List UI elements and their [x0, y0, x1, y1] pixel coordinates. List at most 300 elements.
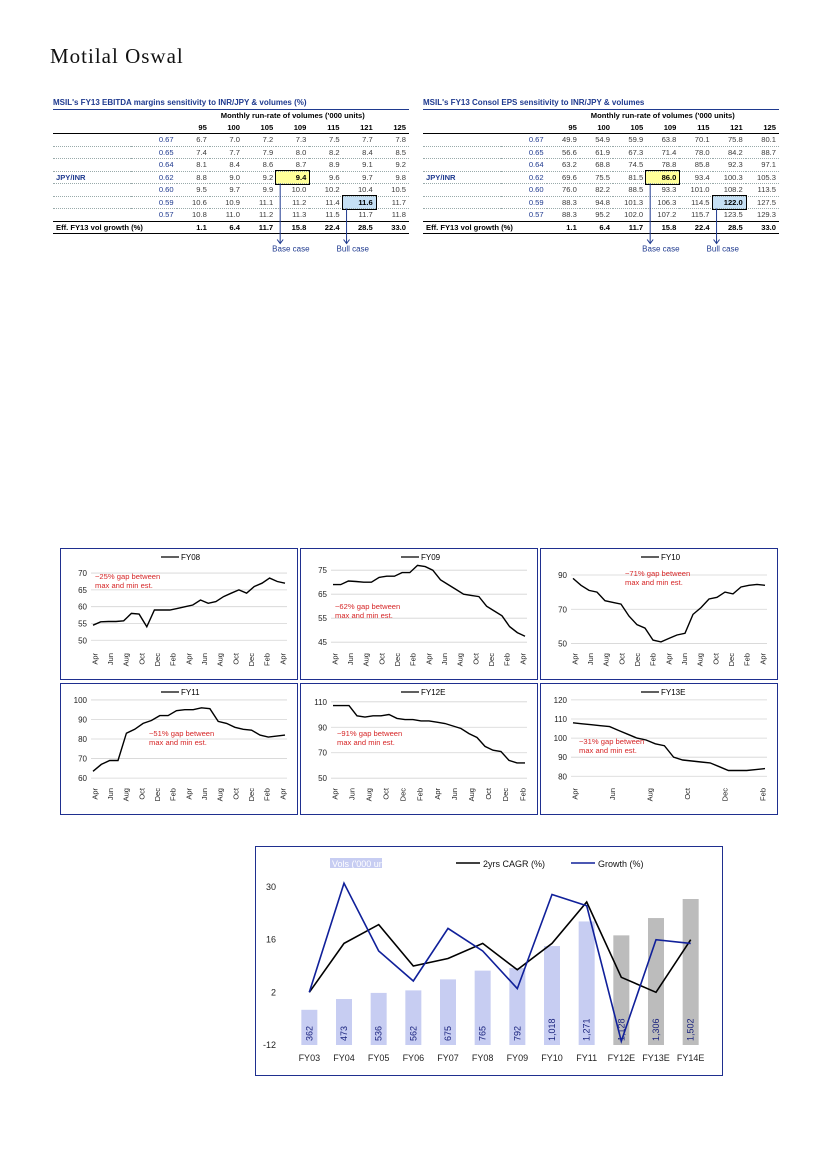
y-tick-label: 30 [265, 882, 276, 892]
table-cell: 11.0 [225, 210, 240, 220]
table-cell: 78.0 [694, 147, 710, 157]
table-cell: 7.9 [262, 147, 274, 157]
brand-logo [50, 44, 184, 69]
table-cell: 11.5 [325, 210, 340, 220]
bar-value-label: 1,128 [616, 1018, 627, 1041]
x-tick-label: Jun [607, 788, 617, 801]
x-tick-label: Dec [398, 788, 408, 802]
table-cell: 102.0 [624, 210, 644, 220]
footer-cell: 22.4 [679, 221, 712, 234]
x-tick-label: Aug [601, 653, 611, 667]
sensitivity-grid [53, 110, 409, 234]
footer-cell: 22.4 [309, 221, 342, 234]
row-axis-label [53, 159, 131, 172]
x-tick-label: Aug [466, 788, 476, 802]
annotation-line-1: ~62% gap between [335, 602, 401, 611]
y-tick-label: 70 [318, 748, 327, 758]
table-cell: 80.1 [761, 135, 776, 145]
bull-case-arrow-head [344, 240, 350, 244]
footer-label: Eff. FY13 vol growth (%) [53, 221, 177, 234]
legend-label: FY13E [661, 688, 686, 697]
annotation-line-2: max and min est. [625, 578, 683, 587]
footer-cell: 28.5 [343, 221, 376, 234]
y-tick-label: 50 [558, 639, 567, 649]
footer-cell: 15.8 [646, 221, 679, 234]
table-title: MSIL's FY13 EBITDA margins sensitivity to INR/JPY & volumes (%) [53, 98, 409, 110]
x-tick-label: Jun [105, 653, 115, 666]
legend-label-vols: Vols ('000 units) [332, 859, 396, 869]
table-cell: 8.1 [196, 160, 207, 170]
table-title: MSIL's FY13 Consol EPS sensitivity to INR/JPY & volumes [423, 98, 779, 110]
y-tick-label: 70 [78, 569, 87, 579]
x-tick-label: Oct [683, 788, 693, 800]
blank-cell [131, 122, 177, 134]
x-tick-label: Oct [484, 788, 494, 800]
x-tick-label: Dec [246, 788, 256, 802]
legend-label-growth: Growth (%) [598, 859, 644, 869]
table-cell: 9.2 [395, 160, 406, 170]
table-cell: 11.4 [325, 197, 340, 207]
table-cell: 9.8 [395, 172, 406, 182]
x-tick-label: Apr [570, 788, 580, 800]
y-tick-label: 50 [318, 774, 327, 784]
table-cell: 10.5 [391, 185, 406, 195]
sensitivity-grid [423, 110, 779, 234]
volume-growth-chart-panel [255, 846, 723, 1076]
cagr-line [309, 902, 690, 992]
x-tick-label: Jun [585, 653, 595, 666]
table-cell: 101.0 [690, 185, 710, 195]
y-tick-label: 80 [78, 735, 87, 745]
bar-value-label: 1,018 [547, 1018, 557, 1041]
table-cell: 10.0 [291, 185, 307, 195]
legend-label-cagr: 2yrs CAGR (%) [483, 859, 546, 869]
column-header: 121 [343, 122, 376, 134]
table-cell: 6.7 [196, 135, 207, 145]
growth-line [309, 883, 690, 1041]
x-tick-label: Aug [455, 653, 465, 667]
y-tick-label: 110 [554, 715, 567, 724]
legend-label: FY10 [661, 553, 681, 562]
legend-label: FY11 [181, 688, 200, 697]
annotation-line-2: max and min est. [335, 611, 393, 620]
x-tick-label: Apr [330, 653, 340, 665]
row-axis-label: JPY/INR [426, 172, 456, 182]
x-tick-label: Apr [330, 788, 340, 800]
table-cell: 11.2 [258, 210, 274, 220]
x-tick-label: Dec [726, 653, 736, 667]
chart-panel-fy12e [300, 683, 538, 815]
x-tick-label: FY11 [576, 1053, 598, 1063]
blank-cell [53, 122, 131, 134]
table-cell: 92.3 [727, 160, 743, 170]
jpy-inr-rate: 0.67 [158, 135, 174, 145]
x-tick-label: Aug [121, 653, 131, 667]
table-cell: 8.5 [395, 147, 406, 157]
bar-value-label: 792 [512, 1025, 523, 1041]
table-cell: 76.0 [562, 185, 577, 195]
table-cell: 9.4 [276, 171, 309, 184]
column-header: 95 [547, 122, 580, 134]
x-tick-label: FY10 [541, 1053, 563, 1063]
annotation-line-2: max and min est. [579, 746, 637, 755]
footer-cell: 6.4 [210, 221, 243, 234]
table-cell: 115.7 [691, 210, 710, 220]
table-cell: 78.8 [661, 160, 677, 170]
jpy-inr-rate: 0.59 [528, 197, 544, 207]
x-tick-label: Feb [262, 653, 272, 666]
x-tick-label: Feb [502, 653, 512, 666]
table-cell: 7.4 [196, 147, 207, 157]
table-cell: 7.8 [395, 135, 406, 145]
column-header: 105 [243, 122, 276, 134]
table-cell: 63.2 [562, 160, 577, 170]
x-tick-label: Feb [758, 788, 768, 801]
annotation-line-1: ~51% gap between [149, 729, 215, 738]
y-tick-label: 65 [318, 590, 327, 600]
annotation-line-1: ~25% gap between [95, 572, 161, 581]
x-tick-label: FY06 [402, 1053, 425, 1063]
table-cell: 9.5 [196, 185, 207, 195]
blank-cell [131, 110, 177, 122]
x-tick-label: Dec [720, 788, 730, 802]
jpy-inr-rate: 0.57 [528, 210, 544, 220]
table-cell: 10.6 [192, 197, 207, 207]
legend-label: FY09 [421, 553, 441, 562]
x-tick-label: Apr [90, 653, 100, 665]
x-tick-label: Aug [695, 653, 705, 667]
x-tick-label: Oct [377, 653, 387, 665]
chart-panel-fy09 [300, 548, 538, 680]
x-tick-label: Oct [231, 653, 241, 665]
blank-cell [501, 110, 547, 122]
column-header: 100 [580, 122, 613, 134]
table-cell: 11.3 [292, 210, 307, 220]
x-tick-label: FY05 [367, 1053, 390, 1063]
x-tick-label: Feb [408, 653, 418, 666]
y-tick-label: 45 [318, 638, 327, 648]
x-tick-label: Apr [184, 653, 194, 665]
table-cell: 122.0 [713, 196, 746, 209]
y-tick-label: 50 [78, 636, 87, 646]
table-cell: 101.3 [624, 197, 644, 207]
eps-sensitivity-table [423, 98, 779, 254]
table-cell: 10.2 [324, 185, 340, 195]
row-axis-label [423, 196, 501, 209]
column-header: 125 [746, 122, 779, 134]
x-tick-label: Apr [90, 788, 100, 800]
footer-cell: 1.1 [547, 221, 580, 234]
bar-value-label: 536 [373, 1025, 384, 1041]
y-tick-label: 70 [558, 605, 567, 615]
y-tick-label: 90 [558, 753, 567, 763]
y-tick-label: 80 [558, 772, 567, 782]
x-tick-label: Apr [664, 653, 674, 665]
annotation-line-1: ~31% gap between [579, 737, 645, 746]
x-tick-label: Aug [364, 788, 374, 802]
table-cell: 9.0 [229, 172, 240, 182]
table-cell: 105.3 [756, 172, 776, 182]
table-cell: 10.8 [192, 210, 207, 220]
y-tick-label: 120 [553, 695, 567, 705]
column-header: 100 [210, 122, 243, 134]
blank-cell [501, 122, 547, 134]
x-tick-label: Oct [231, 788, 241, 800]
x-tick-label: Aug [361, 653, 371, 667]
legend-label: FY12E [421, 688, 446, 697]
table-cell: 127.5 [756, 197, 776, 207]
table-cell: 56.6 [562, 147, 577, 157]
x-tick-label: FY04 [333, 1053, 355, 1063]
table-cell: 11.7 [391, 197, 406, 207]
table-cell: 100.3 [723, 172, 743, 182]
table-cell: 11.8 [391, 210, 406, 220]
table-cell: 82.2 [595, 185, 610, 195]
row-axis-label [423, 209, 501, 222]
blank-cell [423, 110, 501, 122]
table-cell: 74.5 [628, 160, 644, 170]
table-cell: 10.4 [357, 185, 373, 195]
x-tick-label: FY09 [506, 1053, 529, 1063]
table-cell: 88.3 [562, 210, 577, 220]
bar-value-label: 1,271 [581, 1018, 592, 1041]
table-cell: 75.8 [727, 135, 743, 145]
table-cell: 93.3 [661, 185, 677, 195]
y-tick-label: 100 [73, 695, 87, 705]
table-cell: 49.9 [562, 135, 577, 145]
table-cell: 7.2 [262, 135, 274, 145]
table-cell: 113.5 [757, 185, 776, 195]
y-tick-label: 55 [318, 614, 327, 624]
table-cell: 8.6 [262, 160, 274, 170]
table-cell: 7.3 [295, 135, 307, 145]
bar-value-label: 765 [477, 1025, 488, 1041]
table-cell: 61.9 [595, 147, 610, 157]
x-tick-label: Apr [432, 788, 442, 800]
table-cell: 93.4 [694, 172, 710, 182]
bar-value-label: 1,306 [651, 1018, 661, 1041]
bar-value-label: 562 [408, 1025, 419, 1041]
x-tick-label: Dec [246, 653, 256, 667]
bar-value-label: 675 [443, 1025, 453, 1041]
x-tick-label: FY08 [471, 1053, 494, 1063]
x-tick-label: Oct [381, 788, 391, 800]
x-tick-label: Oct [711, 653, 721, 665]
y-tick-label: 90 [318, 723, 327, 733]
jpy-inr-rate: 0.60 [158, 185, 174, 195]
jpy-inr-rate: 0.59 [158, 197, 174, 207]
ebitda-sensitivity-table [53, 98, 409, 254]
table-cell: 11.7 [358, 210, 373, 220]
row-axis-label [53, 209, 131, 222]
y-tick-label: 60 [78, 602, 87, 612]
jpy-inr-rate: 0.60 [528, 185, 544, 195]
row-axis-label [53, 146, 131, 159]
x-tick-label: Oct [137, 788, 147, 800]
x-tick-label: Feb [648, 653, 658, 666]
annotation-line-2: max and min est. [95, 581, 153, 590]
table-cell: 88.3 [562, 197, 577, 207]
table-cell: 7.7 [229, 147, 240, 157]
row-axis-label: JPY/INR [56, 172, 86, 182]
footer-cell: 11.7 [613, 221, 646, 234]
table-cell: 8.0 [295, 147, 307, 157]
x-tick-label: Oct [137, 653, 147, 665]
jpy-inr-rate: 0.64 [528, 160, 544, 170]
table-cell: 11.6 [343, 196, 376, 209]
brand-name: Motilal Oswal [50, 44, 184, 68]
table-cell: 9.2 [262, 172, 274, 182]
chart-panel-fy08 [60, 548, 298, 680]
x-tick-label: Dec [392, 653, 402, 667]
volume-subheader: Monthly run-rate of volumes ('000 units) [220, 111, 365, 121]
x-tick-label: Aug [215, 788, 225, 802]
x-tick-label: Apr [278, 653, 288, 665]
table-cell: 10.9 [225, 197, 240, 207]
table-cell: 84.2 [727, 147, 743, 157]
table-cell: 7.0 [229, 135, 240, 145]
footer-cell: 33.0 [746, 221, 779, 234]
x-tick-label: Oct [471, 653, 481, 665]
x-tick-label: Apr [758, 653, 768, 665]
column-header: 105 [613, 122, 646, 134]
table-cell: 59.9 [628, 135, 644, 145]
table-cell: 95.2 [595, 210, 610, 220]
x-tick-label: FY07 [437, 1053, 459, 1063]
jpy-inr-rate: 0.64 [158, 160, 174, 170]
table-cell: 70.1 [694, 135, 710, 145]
table-cell: 81.5 [628, 172, 644, 182]
legend-label: FY08 [181, 553, 201, 562]
footer-cell: 15.8 [276, 221, 309, 234]
row-axis-label [53, 134, 131, 147]
annotation-line-1: ~91% gap between [337, 729, 403, 738]
chart-panel-fy11 [60, 683, 298, 815]
table-cell: 8.8 [196, 172, 207, 182]
row-axis-label [53, 184, 131, 197]
footer-label: Eff. FY13 vol growth (%) [423, 221, 547, 234]
bull-case-arrow-head [714, 240, 720, 244]
base-case-arrow-head [277, 240, 283, 244]
table-cell: 9.7 [229, 185, 240, 195]
x-tick-label: Jun [105, 788, 115, 801]
y-tick-label: -12 [262, 1040, 276, 1050]
table-cell: 69.6 [562, 172, 577, 182]
chart-panel-fy13e [540, 683, 778, 815]
base-case-label: Base case [642, 244, 680, 254]
table-cell: 85.8 [694, 160, 710, 170]
table-cell: 123.5 [723, 210, 743, 220]
jpy-inr-rate: 0.62 [158, 172, 174, 182]
y-tick-label: 90 [78, 715, 87, 725]
table-cell: 114.5 [691, 197, 710, 207]
x-tick-label: Feb [168, 788, 178, 801]
jpy-inr-rate: 0.62 [528, 172, 544, 182]
column-header: 95 [177, 122, 210, 134]
blank-cell [423, 122, 501, 134]
base-case-arrow-head [647, 240, 653, 244]
y-tick-label: 55 [78, 619, 87, 629]
y-tick-label: 70 [78, 754, 87, 764]
row-axis-label [423, 159, 501, 172]
bull-case-label: Bull case [706, 244, 740, 254]
bar-value-label: 362 [304, 1025, 315, 1041]
jpy-inr-rate: 0.67 [528, 135, 544, 145]
y-tick-label: 110 [314, 697, 327, 707]
footer-cell: 33.0 [376, 221, 409, 234]
x-tick-label: FY14E [676, 1053, 705, 1063]
jpy-inr-rate: 0.57 [158, 210, 174, 220]
jpy-inr-rate: 0.65 [528, 147, 544, 157]
table-cell: 129.3 [756, 210, 776, 220]
y-tick-label: 100 [553, 734, 567, 744]
x-tick-label: Dec [501, 788, 511, 802]
table-cell: 108.2 [723, 185, 743, 195]
y-tick-label: 90 [558, 571, 567, 580]
table-cell: 9.9 [262, 185, 274, 195]
base-case-label: Base case [272, 244, 310, 254]
table-cell: 8.4 [362, 147, 373, 157]
annotation-line-2: max and min est. [149, 738, 207, 747]
footer-cell: 6.4 [580, 221, 613, 234]
column-header: 115 [309, 122, 342, 134]
x-tick-label: Dec [486, 653, 496, 667]
y-tick-label: 2 [270, 987, 276, 998]
table-cell: 8.2 [328, 147, 340, 157]
x-tick-label: Feb [742, 653, 752, 666]
x-tick-label: Jun [449, 788, 459, 801]
y-tick-label: 75 [318, 566, 327, 576]
y-tick-label: 65 [78, 585, 87, 595]
table-cell: 75.5 [595, 172, 610, 182]
column-header: 121 [713, 122, 746, 134]
footer-cell: 11.7 [243, 221, 276, 234]
row-axis-label [53, 196, 131, 209]
column-header: 115 [679, 122, 712, 134]
row-axis-label [423, 184, 501, 197]
table-cell: 94.8 [595, 197, 610, 207]
y-tick-label: 60 [78, 774, 87, 784]
table-cell: 8.9 [328, 160, 340, 170]
table-cell: 7.5 [328, 135, 340, 145]
x-tick-label: Feb [415, 788, 425, 801]
table-cell: 107.2 [657, 210, 677, 220]
table-cell: 63.8 [661, 135, 677, 145]
bull-case-label: Bull case [336, 244, 370, 254]
x-tick-label: Feb [168, 653, 178, 666]
x-tick-label: Apr [424, 653, 434, 665]
y-tick-label: 16 [265, 934, 276, 945]
x-tick-label: Oct [617, 653, 627, 665]
x-tick-label: Jun [199, 653, 209, 666]
table-cell: 106.3 [657, 197, 677, 207]
row-axis-label [423, 134, 501, 147]
x-tick-label: FY13E [642, 1053, 670, 1063]
table-cell: 88.5 [628, 185, 644, 195]
table-cell: 97.1 [761, 160, 776, 170]
x-tick-label: Apr [184, 788, 194, 800]
x-tick-label: Aug [215, 653, 225, 667]
annotation-line-2: max and min est. [337, 738, 395, 747]
x-tick-label: Dec [152, 788, 162, 802]
x-tick-label: Aug [645, 788, 655, 802]
table-cell: 71.4 [661, 147, 677, 157]
footer-cell: 28.5 [713, 221, 746, 234]
table-cell: 88.7 [761, 147, 776, 157]
x-tick-label: Jun [347, 788, 357, 801]
x-tick-label: Apr [518, 653, 528, 665]
table-cell: 86.0 [646, 171, 679, 184]
